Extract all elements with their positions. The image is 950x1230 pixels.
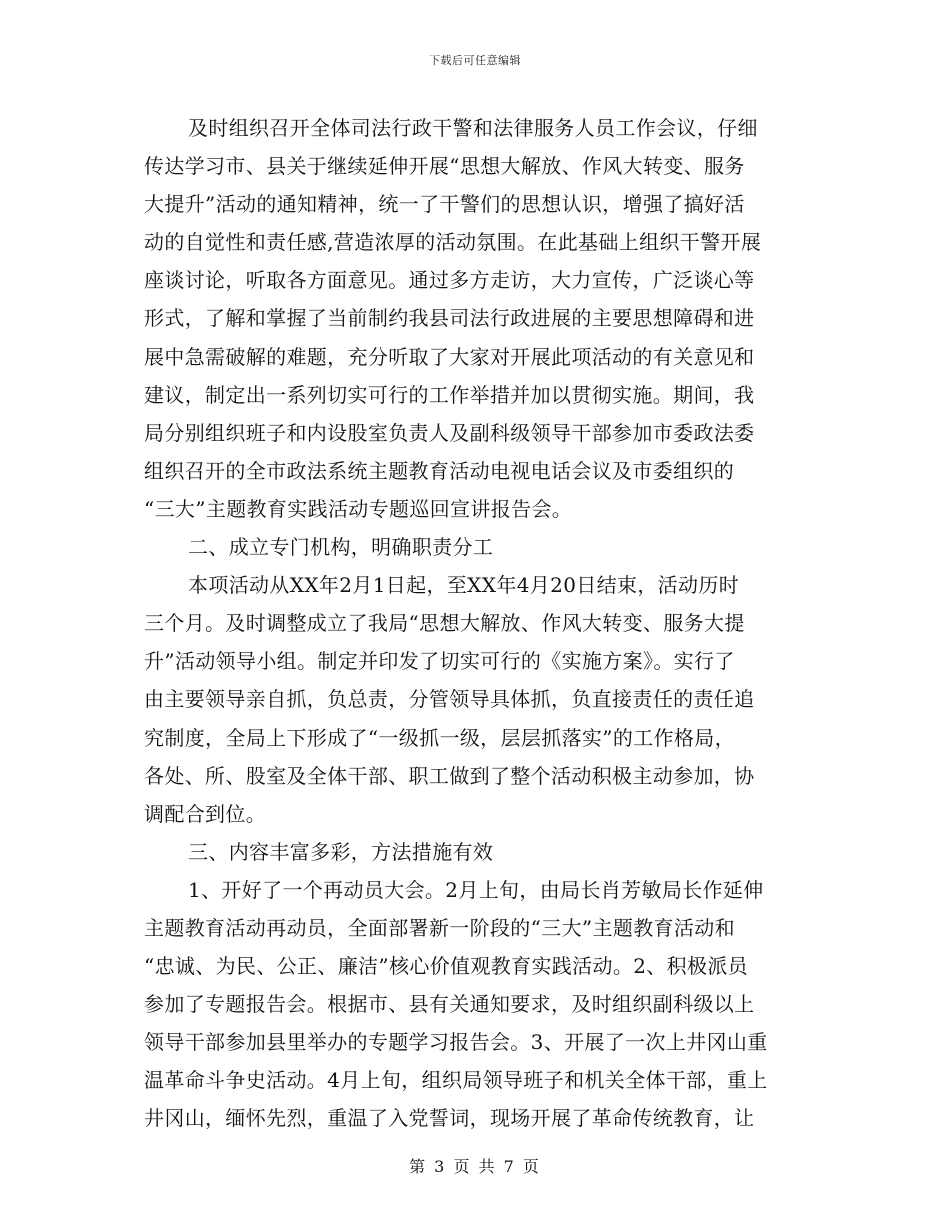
body-text-line: 三、内容丰富多彩，方法措施有效 [188, 839, 494, 864]
body-text-line: 各处、所、股室及全体干部、职工做到了整个活动积极主动参加，协 [144, 763, 755, 788]
body-text-line: 温革命斗争史活动。4月上旬，组织局领导班子和机关全体干部，重上 [144, 1068, 768, 1093]
body-text-line: 参加了专题报告会。根据市、县有关通知要求，及时组织副科级以上 [144, 992, 755, 1017]
body-text-line: “忠诚、为民、公正、廉洁”核心价值观教育实践活动。2、积极派员 [144, 954, 749, 979]
body-text-line: 形式，了解和掌握了当前制约我县司法行政进展的主要思想障碍和进 [144, 306, 755, 331]
body-text-line: 本项活动从XX年2月1日起，至XX年4月20日结束，活动历时 [188, 573, 740, 598]
body-text-line: 组织召开的全市政法系统主题教育活动电视电话会议及市委组织的 [144, 458, 735, 483]
body-text-line: 究制度，全局上下形成了“一级抓一级，层层抓落实”的工作格局， [144, 725, 735, 750]
body-text-line: 领导干部参加县里举办的专题学习报告会。3、开展了一次上井冈山重 [144, 1030, 768, 1055]
body-text-line: 及时组织召开全体司法行政干警和法律服务人员工作会议，仔细 [188, 116, 758, 140]
body-text-line: 大提升”活动的通知精神，统一了干警们的思想认识，增强了搞好活 [144, 192, 745, 217]
body-text-line: 三个月。及时调整成立了我局“思想大解放、作风大转变、服务大提 [144, 611, 745, 636]
body-text-line: 局分别组织班子和内设股室负责人及副科级领导干部参加市委政法委 [144, 420, 755, 445]
body-text-line: 传达学习市、县关于继续延伸开展“思想大解放、作风大转变、服务 [144, 154, 745, 179]
body-text-line: 井冈山，缅怀先烈，重温了入党誓词，现场开展了革命传统教育，让 [144, 1106, 755, 1131]
body-text-line: 座谈讨论，听取各方面意见。通过多方走访，大力宣传，广泛谈心等 [144, 268, 755, 293]
body-text-line: “三大”主题教育实践活动专题巡回宣讲报告会。 [144, 496, 573, 521]
body-text-line: 展中急需破解的难题，充分听取了大家对开展此项活动的有关意见和 [144, 344, 755, 369]
body-text-line: 调配合到位。 [144, 801, 267, 826]
body-text-line: 1、开好了一个再动员大会。2月上旬，由局长肖芳敏局长作延伸 [188, 877, 764, 902]
body-text-line: 升”活动领导小组。制定并印发了切实可行的《实施方案》。实行了 [144, 649, 735, 674]
body-text-line: 主题教育活动再动员，全面部署新一阶段的“三大”主题教育活动和 [144, 915, 735, 940]
body-text-line: 动的自觉性和责任感,营造浓厚的活动氛围。在此基础上组织干警开展 [144, 230, 762, 255]
document-body [144, 109, 810, 1138]
body-text-line: 二、成立专门机构，明确职责分工 [188, 535, 494, 560]
page-number-footer: 第 3 页 共 7 页 [409, 1157, 541, 1176]
body-text-line: 由主要领导亲自抓，负总责，分管领导具体抓，负直接责任的责任追 [144, 687, 755, 712]
body-text-line: 建议，制定出一系列切实可行的工作举措并加以贯彻实施。期间，我 [144, 382, 755, 407]
page-header-note: 下载后可任意编辑 [429, 54, 521, 67]
